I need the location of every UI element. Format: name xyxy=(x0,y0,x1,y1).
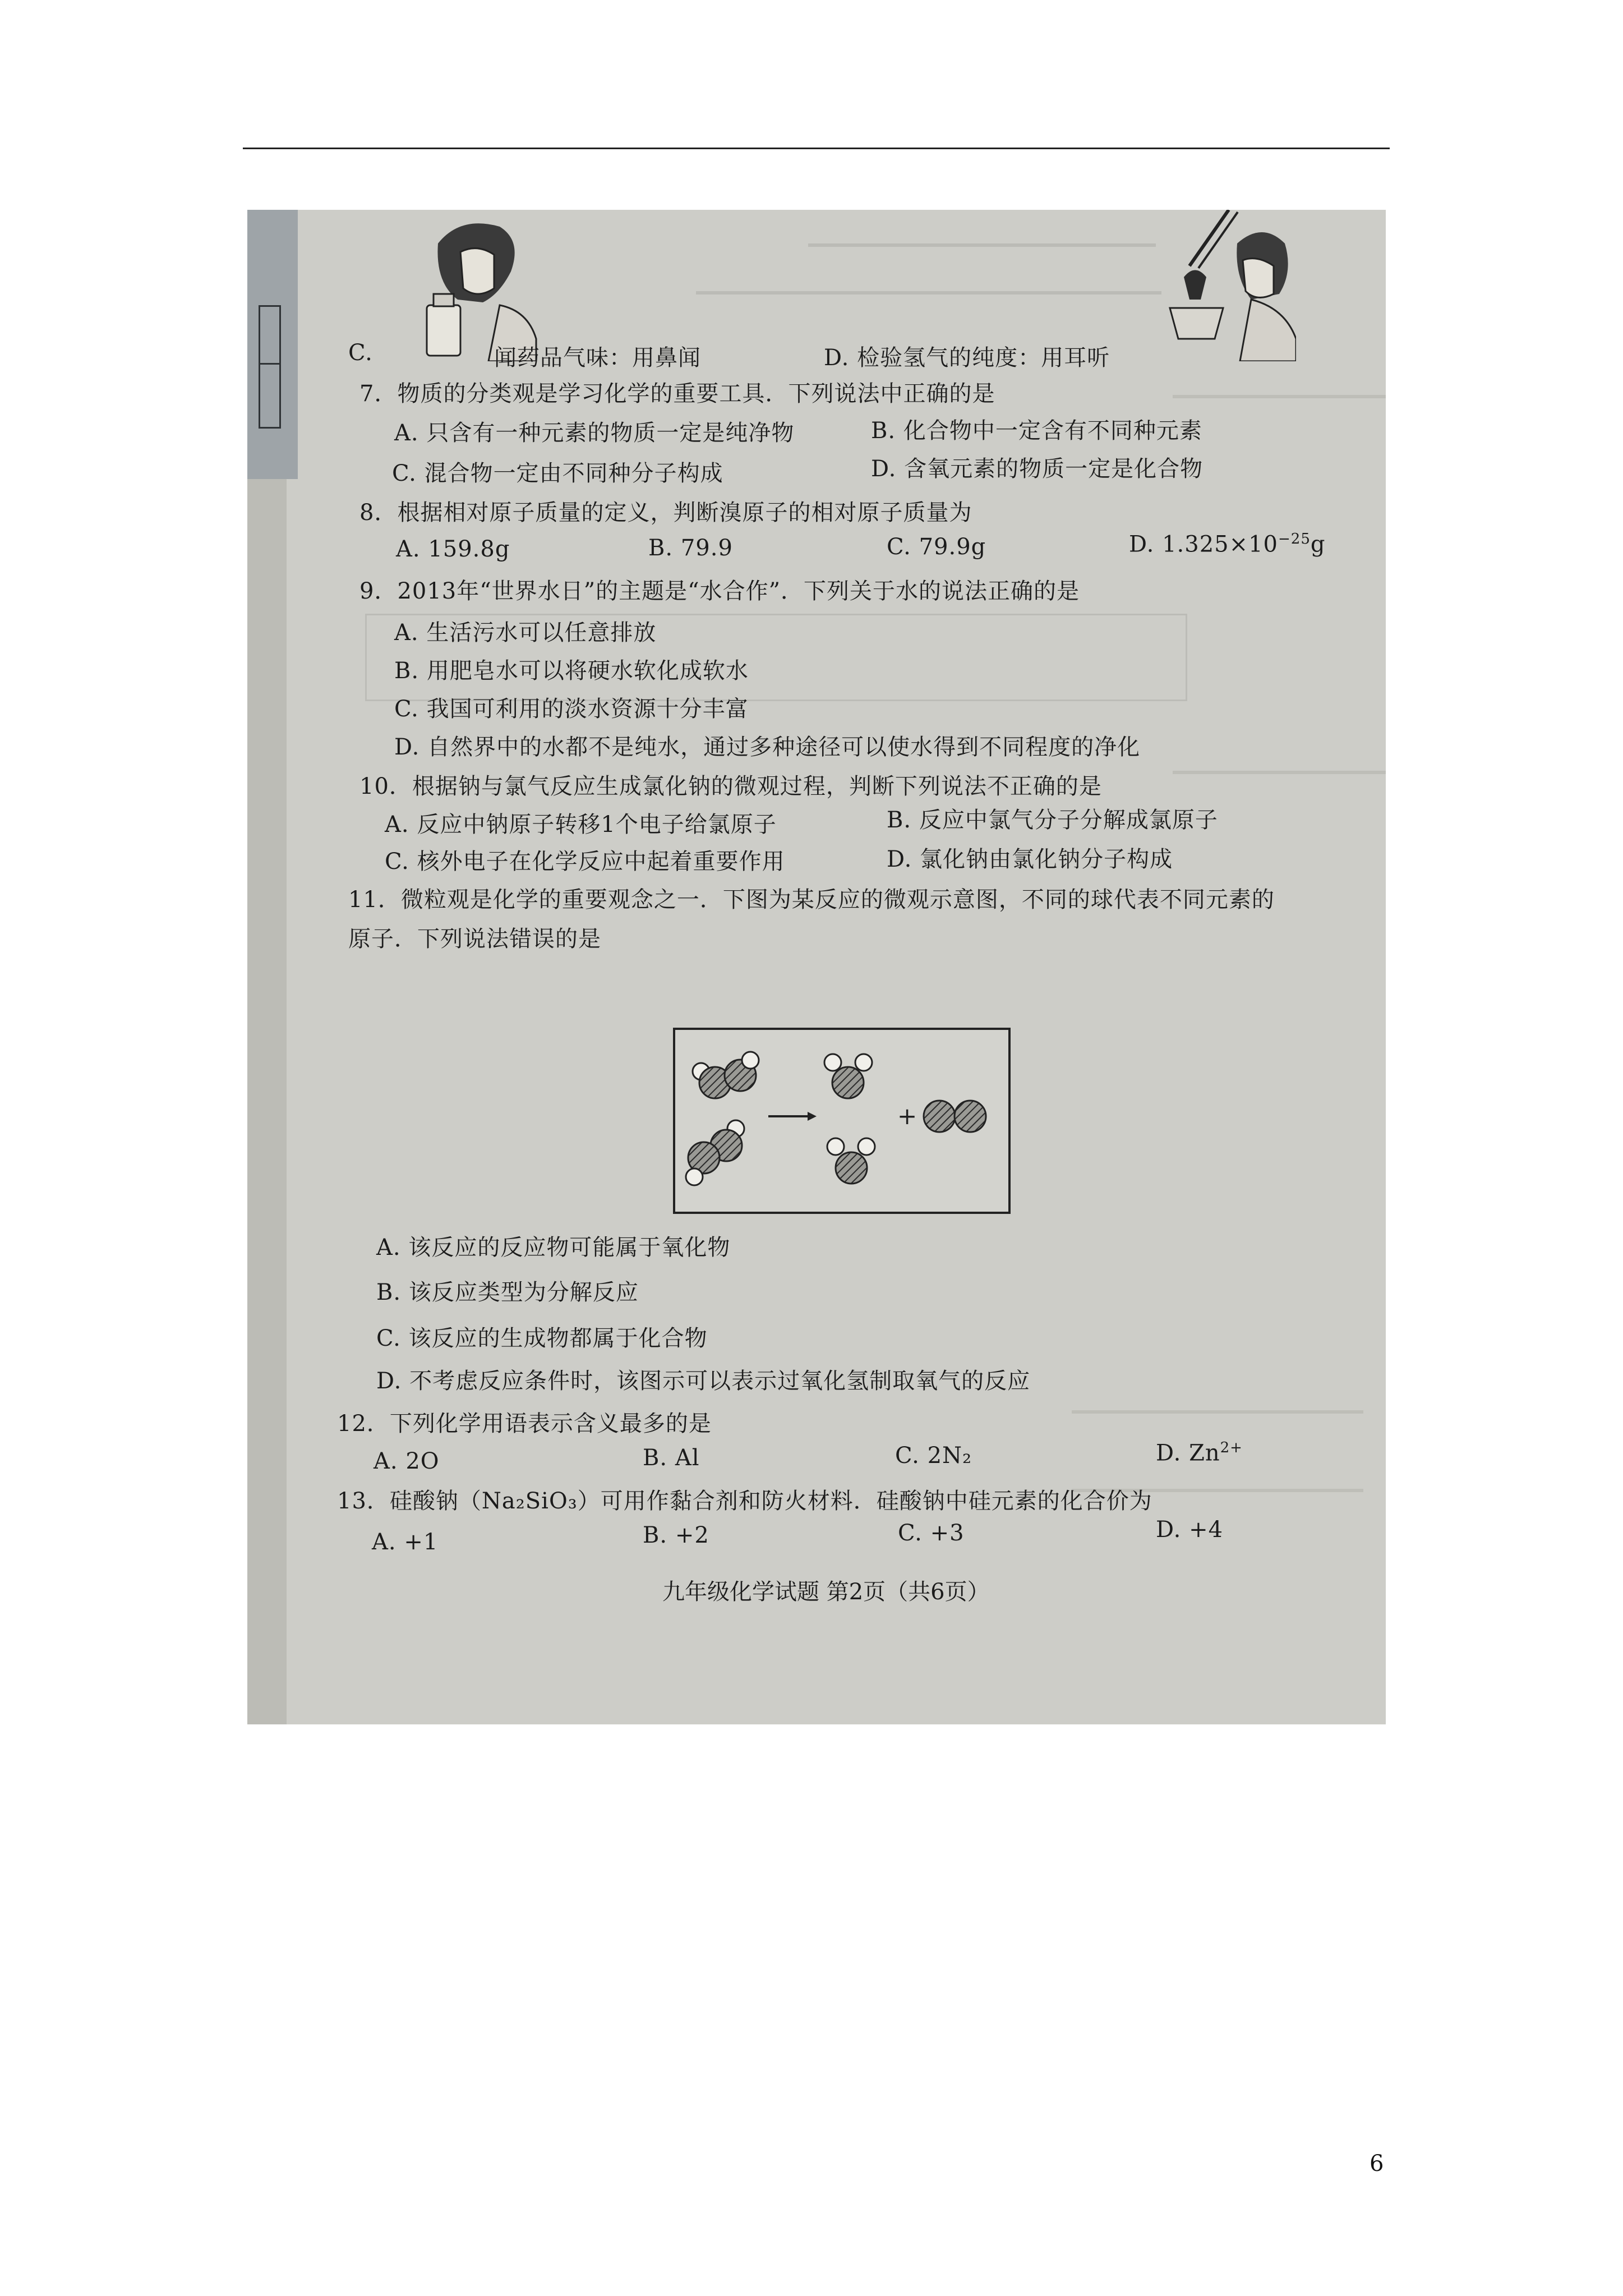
q8-option-c: C. 79.9g xyxy=(887,534,986,560)
q7-option-d: D. 含氧元素的物质一定是化合物 xyxy=(871,456,1204,482)
q12-stem: 12．下列化学用语表示含义最多的是 xyxy=(337,1411,712,1437)
q8-option-d xyxy=(1129,531,1325,557)
q8-option-d-exponent: −25 xyxy=(1278,531,1311,547)
q6-option-c-label: C. xyxy=(348,340,373,366)
q13-option-c: C. +3 xyxy=(898,1520,965,1546)
q6-option-d: D. 检验氢气的纯度：用耳听 xyxy=(824,345,1110,371)
q13-option-a: A. +1 xyxy=(372,1529,439,1555)
q11-option-a: A. 该反应的反应物可能属于氧化物 xyxy=(376,1235,731,1260)
q9-option-d: D. 自然界中的水都不是纯水，通过多种途径可以使水得到不同程度的净化 xyxy=(394,734,1141,760)
exam-page-caption: 九年级化学试题 第2页（共6页） xyxy=(662,1579,990,1605)
q11-option-b: B. 该反应类型为分解反应 xyxy=(376,1280,639,1305)
reaction-plus-sign: + xyxy=(897,1102,917,1130)
q9-stem: 9．2013年“世界水日”的主题是“水合作”．下列关于水的说法正确的是 xyxy=(359,578,1080,604)
smelling-person-illustration xyxy=(416,210,545,361)
ghost-text-right-3 xyxy=(1072,1410,1363,1414)
q7-option-c: C. 混合物一定由不同种分子构成 xyxy=(392,461,723,486)
q11-option-d: D. 不考虑反应条件时，该图示可以表示过氧化氢制取氧气的反应 xyxy=(376,1368,1031,1394)
q13-option-b: B. +2 xyxy=(643,1522,709,1548)
ghost-text-top-2 xyxy=(696,291,1161,295)
reaction-microscopic-diagram xyxy=(673,1028,1011,1214)
q9-option-b: B. 用肥皂水可以将硬水软化成软水 xyxy=(394,658,749,684)
q8-option-d-unit: g xyxy=(1310,531,1326,558)
q12-option-d xyxy=(1156,1439,1243,1466)
q10-option-c: C. 核外电子在化学反应中起着重要作用 xyxy=(385,849,785,875)
q11-stem-line1: 11．微粒观是化学的重要观念之一．下图为某反应的微观示意图，不同的球代表不同元素的 xyxy=(348,887,1275,913)
q8-stem: 8．根据相对原子质量的定义，判断溴原子的相对原子质量为 xyxy=(359,500,972,526)
hydrogen-test-illustration xyxy=(1117,210,1296,361)
ghost-text-top-1 xyxy=(808,243,1156,247)
q11-option-c: C. 该反应的生成物都属于化合物 xyxy=(376,1326,708,1351)
q12-option-b: B. Al xyxy=(643,1445,700,1471)
q12-option-d-base: D. Zn xyxy=(1156,1440,1220,1466)
q7-option-b: B. 化合物中一定含有不同种元素 xyxy=(871,418,1202,444)
page-number: 6 xyxy=(1370,2151,1384,2177)
header-rule xyxy=(243,148,1390,149)
q10-option-a: A. 反应中钠原子转移1个电子给氯原子 xyxy=(385,812,777,838)
q11-stem-line2: 原子．下列说法错误的是 xyxy=(348,926,601,952)
q13-stem: 13．硅酸钠（Na₂SiO₃）可用作黏合剂和防火材料．硅酸钠中硅元素的化合价为 xyxy=(337,1488,1152,1514)
q7-option-a: A. 只含有一种元素的物质一定是纯净物 xyxy=(394,420,795,446)
q12-option-c: C. 2N₂ xyxy=(895,1443,972,1469)
exam-page-photo xyxy=(247,210,1386,1724)
photo-binding-grid xyxy=(259,305,281,429)
q10-option-d: D. 氯化钠由氯化钠分子构成 xyxy=(887,846,1173,872)
q9-option-c: C. 我国可利用的淡水资源十分丰富 xyxy=(394,696,749,722)
q12-option-a: A. 2O xyxy=(374,1448,440,1474)
q10-stem: 10．根据钠与氯气反应生成氯化钠的微观过程，判断下列说法不正确的是 xyxy=(359,774,1102,799)
ghost-text-right-2 xyxy=(1173,771,1386,774)
q7-stem: 7．物质的分类观是学习化学的重要工具．下列说法中正确的是 xyxy=(359,381,995,407)
q9-option-a: A. 生活污水可以任意排放 xyxy=(394,620,657,646)
q8-option-b: B. 79.9 xyxy=(648,535,733,561)
q10-option-b: B. 反应中氯气分子分解成氯原子 xyxy=(887,807,1218,833)
q8-option-d-base: D. 1.325×10 xyxy=(1129,531,1278,558)
q12-option-d-charge: 2+ xyxy=(1220,1439,1243,1456)
ghost-text-right-1 xyxy=(1173,395,1386,398)
q8-option-a: A. 159.8g xyxy=(396,536,510,562)
q13-option-d: D. +4 xyxy=(1156,1517,1224,1543)
q6-option-c-text: 闻药品气味：用鼻闻 xyxy=(494,345,701,371)
